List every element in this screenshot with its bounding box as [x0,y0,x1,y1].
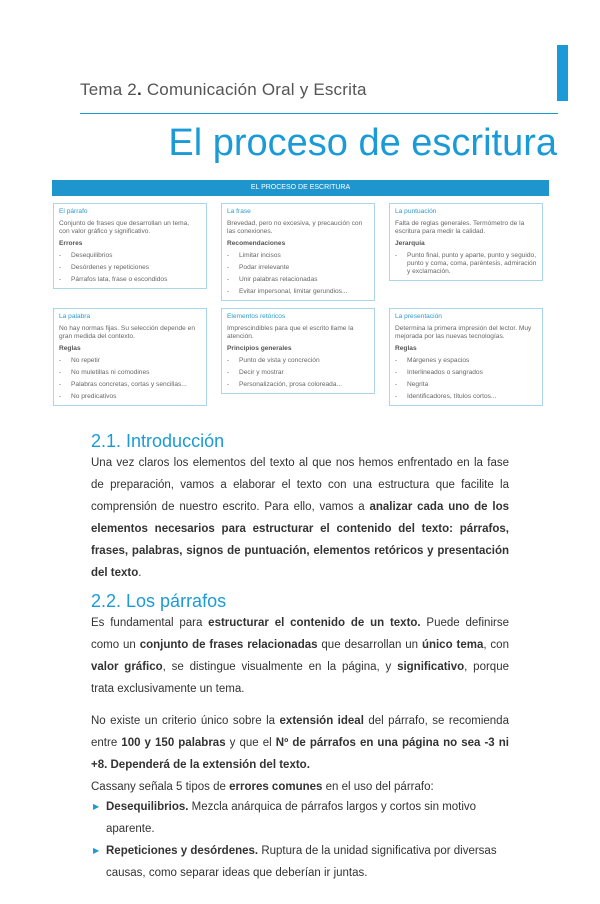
box-subtitle: Errores [59,240,83,247]
box-subtitle: Principios generales [227,345,292,352]
text: Mezcla anárquica de párrafos largos y cortos sin motivo aparente. [106,801,477,835]
text-bold: estructurar el contenido de un texto. [208,617,421,629]
box-list-item: - Interlineados o sangrados [395,369,483,376]
intro-paragraph [91,452,509,584]
item-text: Márgenes y espacios [407,357,470,364]
box-subtitle: Reglas [395,345,417,352]
section-heading-parrafos: 2.2. Los párrafos [91,591,227,611]
box-list-item: - Palabras concretas, cortas y sencillas... [59,381,187,388]
box-description: Determina la primera impresión del lector. Muy mejorada por las nuevas tecnologías. [395,325,532,340]
bullet-triangle-icon: ▶ [93,802,100,811]
box-list-item: - Márgenes y espacios [395,357,470,364]
parrafos-paragraph-3 [91,778,509,796]
diagram-title: EL PROCESO DE ESCRITURA [52,180,549,196]
chapter-number: Tema 2 [80,80,137,99]
box-title: La presentación [395,313,442,320]
box-title: La palabra [59,313,91,320]
diagram-row [52,308,549,406]
text: Cassany señala 5 tipos de [91,781,230,793]
box-list-item: - Desórdenes y repeticiones [59,264,150,271]
box-list-item: - Evitar impersonal, limitar gerundios... [227,288,348,295]
item-text: No muletillas ni comodines [71,369,150,376]
bullet-item [93,796,513,840]
box-list-item: - Podar irrelevante [227,264,290,271]
item-text: Personalización, prosa coloreada... [239,381,342,388]
diagram-box [53,308,207,406]
box-subtitle: Reglas [59,345,81,352]
text-bold: conjunto de frases relacionadas [139,639,318,651]
text: Puede definirse como un [91,617,509,651]
box-description: Brevedad, pero no excesiva, y precaución con las conexiones. [227,220,363,235]
text: Una vez claros los elementos del texto al que nos hemos enfrentado en la fase de preparación, vamos a elaborar el texto con una estructura que facilite la comprensión de nuestro escrito. Para ello, vamos a [91,457,509,513]
diagram-box [389,308,543,406]
error-list [93,796,513,884]
page-title: El proceso de escritura [168,122,557,164]
chapter-dot: . [136,80,142,99]
item-text: Negrita [407,381,429,388]
item-text: Punto de vista y concreción [239,357,320,364]
section-heading-introduccion: 2.1. Introducción [91,431,225,451]
text: . [138,567,142,579]
parrafos-paragraph-1 [91,612,509,700]
box-list-item: - Decir y mostrar [227,369,284,376]
item-text: Párrafos lata, frase o escondidos [71,276,168,283]
box-title: El párrafo [59,208,88,215]
item-text: Palabras concretas, cortas y sencillas... [71,381,187,388]
text-bold: 100 y 150 palabras [121,737,226,749]
box-list-item: - No predicativos [59,393,117,400]
text: , porque trata exclusivamente un tema. [91,661,509,695]
box-list-item: - Limitar incisos [227,252,281,259]
item-text: Desequilibrios [71,252,113,259]
diagram-row [52,203,549,301]
text-bold: Desequilibrios. [106,801,189,813]
text: , se distingue visualmente en la página, y [162,661,398,673]
item-text: Podar irrelevante [239,264,290,271]
text: Ruptura de la unidad significativa por diversas causas, como separar ideas que deberían ir juntas. [106,845,497,879]
diagram-box [53,203,207,289]
box-subtitle: Jerarquía [395,240,425,247]
text: Es fundamental para [91,617,209,629]
box-description: Conjunto de frases que desarrollan un tema, con valor gráfico y significativo. [59,220,190,235]
diagram-box [389,203,543,281]
box-title: La frase [227,208,251,215]
item-text: Desórdenes y repeticiones [71,264,150,271]
box-list-item: - Personalización, prosa coloreada... [227,381,342,388]
box-list-item: - No repetir [59,357,100,364]
box-list-item: - Negrita [395,381,429,388]
item-text: Punto final, punto y aparte, punto y seguido, punto y coma, coma, paréntesis, admiración y exclamación. [407,252,537,275]
chapter-title: Comunicación Oral y Escrita [141,80,367,99]
diagram-box [221,308,375,394]
box-description: Falta de reglas generales. Termómetro de la escritura para medir la calidad. [395,220,525,235]
text: y que el [225,737,276,749]
box-title: Elementos retóricos [227,313,286,320]
bullet-item [93,840,513,884]
box-subtitle: Recomendaciones [227,240,286,247]
item-text: Identificadores, títulos cortos... [407,393,497,400]
text-bold: Nº de párrafos en una página no sea -3 ni +8. Dependerá de la extensión del texto. [91,737,509,771]
text-bold: único tema [421,639,484,651]
text: del párrafo, se recomienda entre [91,715,509,749]
item-text: Limitar incisos [239,252,281,259]
box-description: Imprescindibles para que el escrito llame la atención. [227,325,354,340]
box-list-item: - Punto de vista y concreción [227,357,320,364]
item-text: No predicativos [71,393,117,400]
box-title: La puntuación [395,208,437,215]
box-description: No hay normas fijas. Su selección depende en gran medida del contexto. [59,325,195,340]
text: , con [483,639,509,651]
text: No existe un criterio único sobre la [91,715,280,727]
text-bold: valor gráfico [91,661,163,673]
item-text: No repetir [71,357,100,364]
box-list-item: - Párrafos lata, frase o escondidos [59,276,168,283]
item-text: Decir y mostrar [239,369,284,376]
box-list-item: - Punto final, punto y aparte, punto y seguido, punto y coma, coma, paréntesis, admiración y exclamación. [395,252,537,275]
bullet-triangle-icon: ▶ [93,846,100,855]
text: en el uso del párrafo: [322,781,434,793]
box-list-item: - No muletillas ni comodines [59,369,150,376]
box-list-item: - Desequilibrios [59,252,113,259]
text: que desarrollan un [317,639,422,651]
item-text: Unir palabras relacionadas [239,276,318,283]
parrafos-paragraph-2 [91,710,509,776]
box-list-item: - Unir palabras relacionadas [227,276,318,283]
text-bold: Repeticiones y desórdenes. [106,845,259,857]
diagram-box [221,203,375,301]
text-bold: significativo [397,661,465,673]
box-list-item: - Identificadores, títulos cortos... [395,393,497,400]
writing-process-diagram [52,180,549,406]
text-bold: extensión ideal [279,715,364,727]
item-text: Evitar impersonal, limitar gerundios... [239,288,348,295]
text-bold: analizar cada uno de los elementos necesarios para estructurar el contenido del texto: párrafos, frases, palabras, signos de puntuación, elementos retóricos y presentación del texto [91,501,509,579]
text-bold: errores comunes [229,781,323,793]
item-text: Interlineados o sangrados [407,369,483,376]
